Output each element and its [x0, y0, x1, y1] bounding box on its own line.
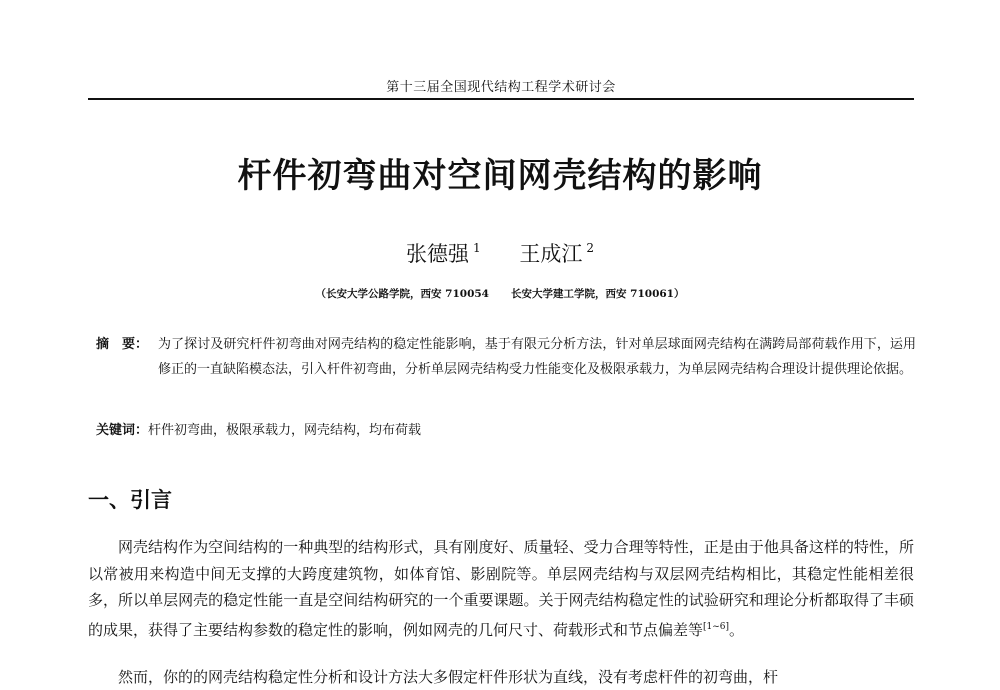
- author-name: 张德强: [406, 242, 470, 266]
- keywords: [96, 418, 916, 443]
- abstract-text: 为了探讨及研究杆件初弯曲对网壳结构的稳定性能影响，基于有限元分析方法，针对单层球面网壳结构在满跨局部荷载作用下，运用修正的一直缺陷模态法，引入杆件初弯曲，分析单层网壳结构受力性能变化及极限承载力，为单层网壳结构合理设计提供理论依据。: [158, 337, 916, 377]
- abstract-label: 摘 要：: [96, 337, 149, 352]
- author-2: [519, 238, 594, 268]
- affiliation-2: 长安大学建工学院，西安 710061: [511, 288, 674, 300]
- intro-text: 网壳结构作为空间结构的一种典型的结构形式，具有刚度好、质量轻、受力合理等特性，正是由于他具备这样的特性，所以常被用来构造中间无支撑的大跨度建筑物，如体育馆、影剧院等。单层网壳结构与双层网壳结构相比，其稳定性能相差很多，所以单层网壳的稳定性能一直是空间结构研究的一个重要课题。关于网壳结构稳定性的试验研究和理论分析都取得了丰硕的成果，获得了主要结构参数的稳定性的影响，例如网壳的几何尺寸、荷载形式和节点偏差等: [88, 538, 914, 639]
- running-header: 第十三届全国现代结构工程学术研讨会: [386, 80, 616, 95]
- affiliation-line: [0, 286, 1000, 301]
- author-name: 王成江: [519, 242, 583, 266]
- keywords-label: 关键词：: [96, 423, 149, 438]
- paper-title: 杆件初弯曲对空间网壳结构的影响: [237, 156, 763, 196]
- affiliation-close-paren: ）: [674, 288, 685, 300]
- author-1: [406, 238, 481, 268]
- intro-paragraph: [88, 534, 914, 643]
- affiliation-1: 长安大学公路学院，西安 710054: [326, 288, 489, 300]
- author-list: [0, 238, 1000, 268]
- citation: [1~6]: [703, 621, 730, 632]
- affiliation-mark: 1: [473, 241, 481, 255]
- keywords-text: 杆件初弯曲，极限承载力，网壳结构，均布荷载: [148, 423, 422, 438]
- next-paragraph-cut: 然而，你的的网壳结构稳定性分析和设计方法大多假定杆件形状为直线，没有考虑杆件的初弯曲，杆: [118, 668, 779, 686]
- affiliation-open-paren: （: [315, 288, 326, 300]
- intro-end: 。: [729, 620, 745, 639]
- affiliation-mark: 2: [586, 241, 594, 255]
- header-rule: [88, 98, 914, 100]
- section-heading: 一、引言: [88, 488, 172, 512]
- abstract: [96, 332, 916, 382]
